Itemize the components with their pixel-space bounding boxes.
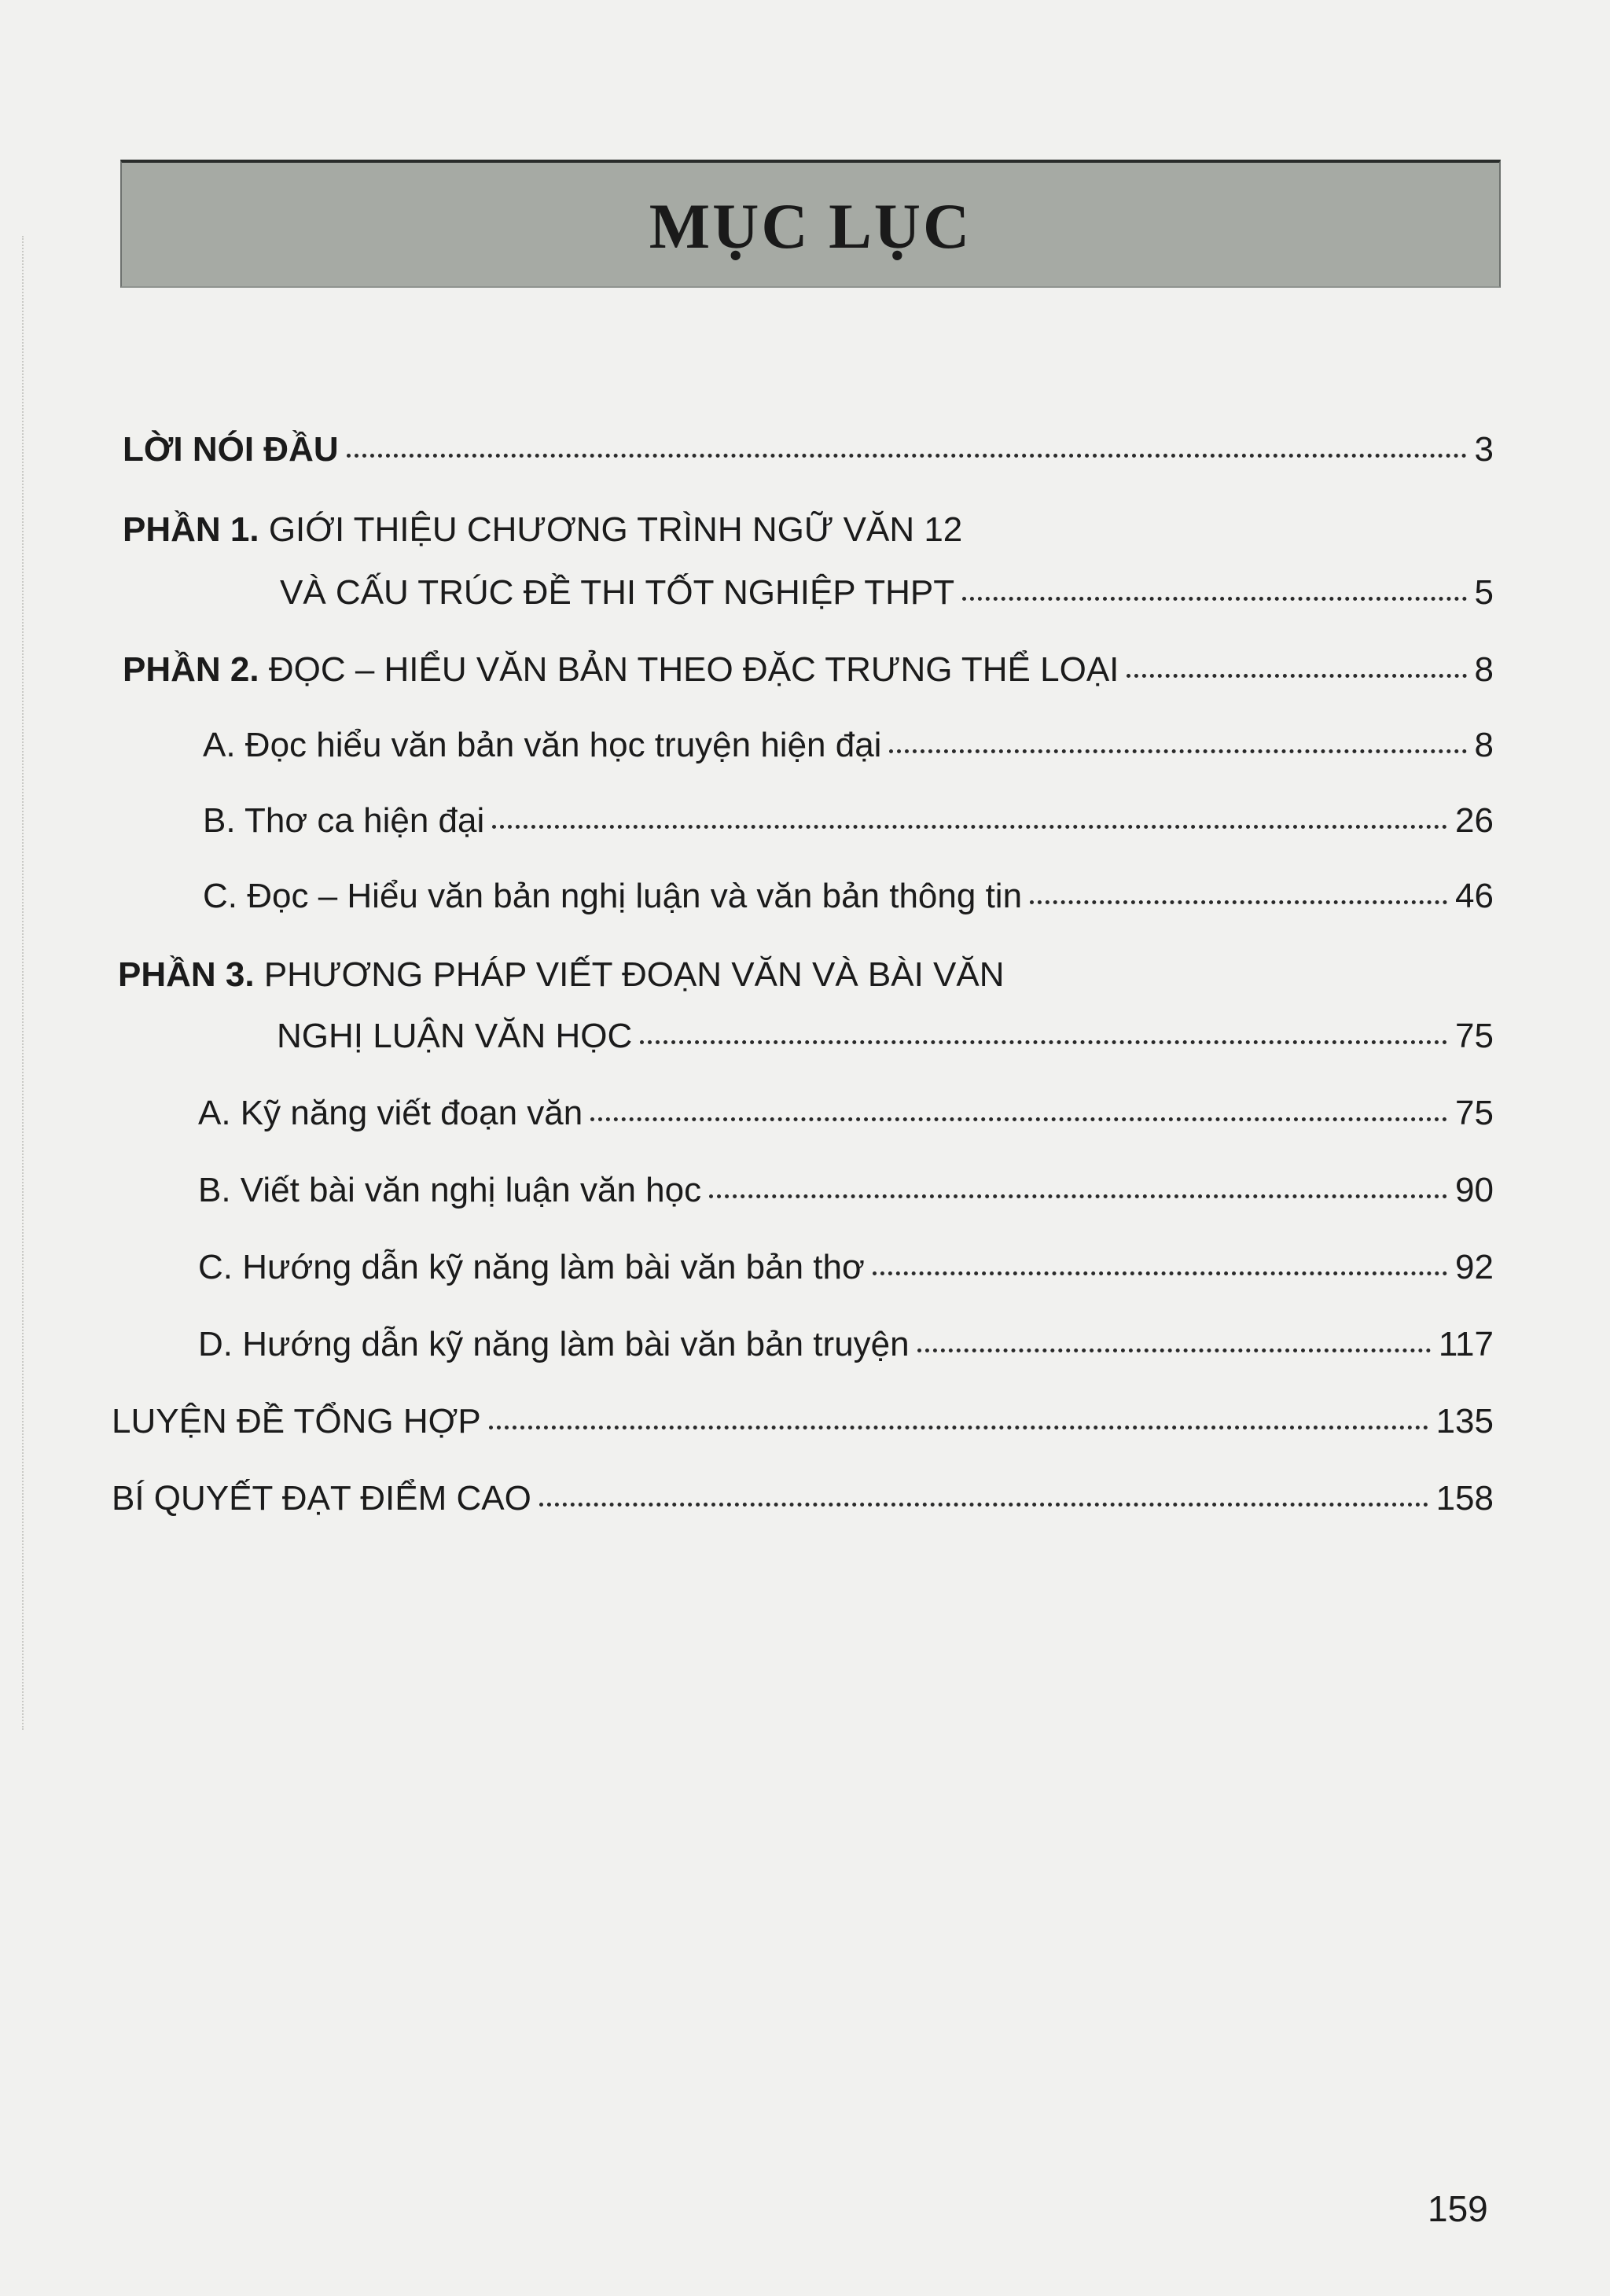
toc-part-title-line2: VÀ CẤU TRÚC ĐỀ THI TỐT NGHIỆP THPT bbox=[280, 573, 955, 612]
dot-leader bbox=[492, 825, 1447, 829]
dot-leader bbox=[347, 454, 1467, 458]
toc-part-title-line2: NGHỊ LUẬN VĂN HỌC bbox=[277, 1017, 633, 1055]
toc-entry-page: 158 bbox=[1435, 1479, 1494, 1518]
toc-entry-label: A. Kỹ năng viết đoạn văn bbox=[198, 1094, 583, 1132]
dot-leader bbox=[489, 1426, 1428, 1429]
toc-entry-page: 92 bbox=[1455, 1248, 1494, 1286]
dot-leader bbox=[962, 597, 1466, 601]
page-number: 159 bbox=[1428, 2188, 1488, 2229]
toc-entry-page: 8 bbox=[1474, 650, 1494, 689]
toc-part-prefix: PHẦN 1. bbox=[123, 510, 259, 549]
toc-entry-part2-a[interactable] bbox=[203, 728, 1494, 763]
dot-leader bbox=[889, 749, 1466, 753]
toc-entry-page: 5 bbox=[1474, 573, 1494, 612]
toc-entry-part2-b[interactable] bbox=[203, 801, 1494, 840]
toc-entry-page: 26 bbox=[1455, 801, 1494, 840]
toc-entry-page: 117 bbox=[1438, 1325, 1494, 1363]
dot-leader bbox=[917, 1349, 1431, 1352]
toc-entry-part3-b[interactable] bbox=[198, 1173, 1494, 1208]
toc-part-title-line1: GIỚI THIỆU CHƯƠNG TRÌNH NGỮ VĂN 12 bbox=[268, 510, 963, 549]
toc-entry-intro[interactable] bbox=[123, 432, 1494, 467]
toc-entry-label: B. Viết bài văn nghị luận văn học bbox=[198, 1171, 702, 1209]
toc-entry-page: 75 bbox=[1455, 1017, 1494, 1055]
toc-entry-part3-c[interactable] bbox=[198, 1250, 1494, 1285]
toc-entry-part3[interactable] bbox=[277, 1019, 1494, 1054]
toc-part-prefix: PHẦN 2. bbox=[123, 650, 259, 689]
toc-entry-page: 75 bbox=[1455, 1094, 1494, 1132]
dot-leader bbox=[640, 1040, 1447, 1044]
toc-entry-practice[interactable] bbox=[112, 1404, 1494, 1439]
toc-entry-part2[interactable] bbox=[123, 650, 1494, 689]
toc-entry-page: 90 bbox=[1455, 1171, 1494, 1209]
toc-entry-page: 8 bbox=[1474, 726, 1494, 764]
toc-entry-label: C. Đọc – Hiểu văn bản nghị luận và văn bản thông tin bbox=[203, 877, 1023, 915]
toc-entry-secret[interactable] bbox=[112, 1481, 1494, 1516]
dot-leader bbox=[539, 1503, 1428, 1507]
toc-entry-label: LUYỆN ĐỀ TỔNG HỢP bbox=[112, 1402, 481, 1441]
toc-part-prefix: PHẦN 3. bbox=[118, 955, 255, 994]
dot-leader bbox=[709, 1194, 1447, 1198]
toc-entry-part3-a[interactable] bbox=[198, 1096, 1494, 1131]
toc-entry-label: C. Hướng dẫn kỹ năng làm bài văn bản thơ bbox=[198, 1248, 865, 1286]
dot-leader bbox=[1127, 674, 1466, 678]
dot-leader bbox=[873, 1271, 1447, 1275]
toc-part-title: ĐỌC – HIỂU VĂN BẢN THEO ĐẶC TRƯNG THỂ LOẠI bbox=[268, 650, 1119, 689]
toc-entry-part3-d[interactable] bbox=[198, 1327, 1494, 1362]
toc-entry-label: D. Hướng dẫn kỹ năng làm bài văn bản truyện bbox=[198, 1325, 910, 1363]
toc-entry-label: LỜI NÓI ĐẦU bbox=[123, 430, 339, 469]
toc-entry-label: A. Đọc hiểu văn bản văn học truyện hiện đại bbox=[203, 726, 882, 764]
toc-entry-label: BÍ QUYẾT ĐẠT ĐIỂM CAO bbox=[112, 1479, 531, 1518]
toc-entry-page: 135 bbox=[1435, 1402, 1494, 1441]
dot-leader bbox=[1030, 900, 1447, 904]
toc-entry-page: 3 bbox=[1474, 430, 1494, 469]
dot-leader bbox=[590, 1117, 1447, 1121]
toc-entry-part1[interactable] bbox=[280, 573, 1494, 612]
page-title: MỤC LỤC bbox=[649, 190, 972, 262]
toc-part1-heading[interactable] bbox=[123, 510, 963, 549]
toc-entry-label: B. Thơ ca hiện đại bbox=[203, 801, 485, 840]
toc-part3-heading[interactable] bbox=[118, 955, 1005, 994]
toc-part-title-line1: PHƯƠNG PHÁP VIẾT ĐOẠN VĂN VÀ BÀI VĂN bbox=[263, 955, 1005, 994]
toc-entry-page: 46 bbox=[1455, 877, 1494, 915]
toc-entry-part2-c[interactable] bbox=[203, 879, 1494, 914]
